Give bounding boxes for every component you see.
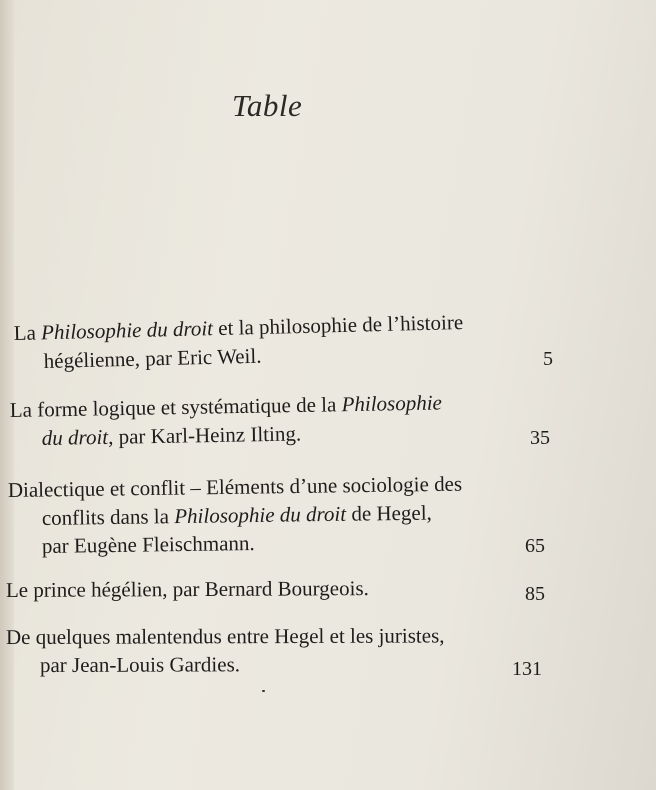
toc-entry-text: de Hegel, [345,500,432,526]
toc-entry-italic-text: du droit [41,424,109,450]
toc-entry-line [13,312,463,344]
toc-entry-line [6,578,369,601]
toc-entry-line [43,343,262,373]
toc-entry-italic-text: Philosophie du droit [174,501,347,529]
toc-page-number: 35 [530,427,550,449]
toc-entry-line [40,654,240,676]
toc-entry-line [41,500,432,530]
toc-entry-text: De quelques malentendus entre Hegel et les juristes, [5,623,445,649]
toc-page-number: 5 [543,348,553,370]
toc-entry-line [42,533,255,557]
toc-entry-text: conflits dans la [41,504,175,530]
toc-entry-text: hégélienne, par Eric Weil. [43,343,262,373]
paper-speck [262,690,265,692]
toc-entry-line [7,471,463,502]
toc-entry-italic-text: Philosophie du droit [40,316,214,345]
toc-entry-text: et la philosophie de l’histoire [212,310,464,341]
toc-entry-line [42,423,302,449]
toc-entry-text: La forme logique et systématique de la [9,392,342,422]
toc-entry-line [10,392,442,421]
toc-entry-text: Dialectique et conflit – Eléments d’une sociologie des [7,471,463,502]
page-gutter-shadow [0,0,14,790]
toc-entry-line [6,625,445,648]
page-title: Table [232,88,303,123]
toc-entry-text: Le prince hégélien, par Bernard Bourgeois. [5,576,369,602]
toc-entry-text: par Eugène Fleischmann. [41,531,255,558]
toc-entry-text: , par Karl-Heinz Ilting. [107,421,302,449]
toc-entry-text: La [13,320,42,345]
toc-entry-italic-text: Philosophie [341,390,443,417]
toc-page-number: 65 [525,535,545,557]
toc-page-number: 85 [525,583,545,605]
toc-entry-text: par Jean-Louis Gardies. [39,652,241,677]
toc-page-number: 131 [512,658,542,680]
